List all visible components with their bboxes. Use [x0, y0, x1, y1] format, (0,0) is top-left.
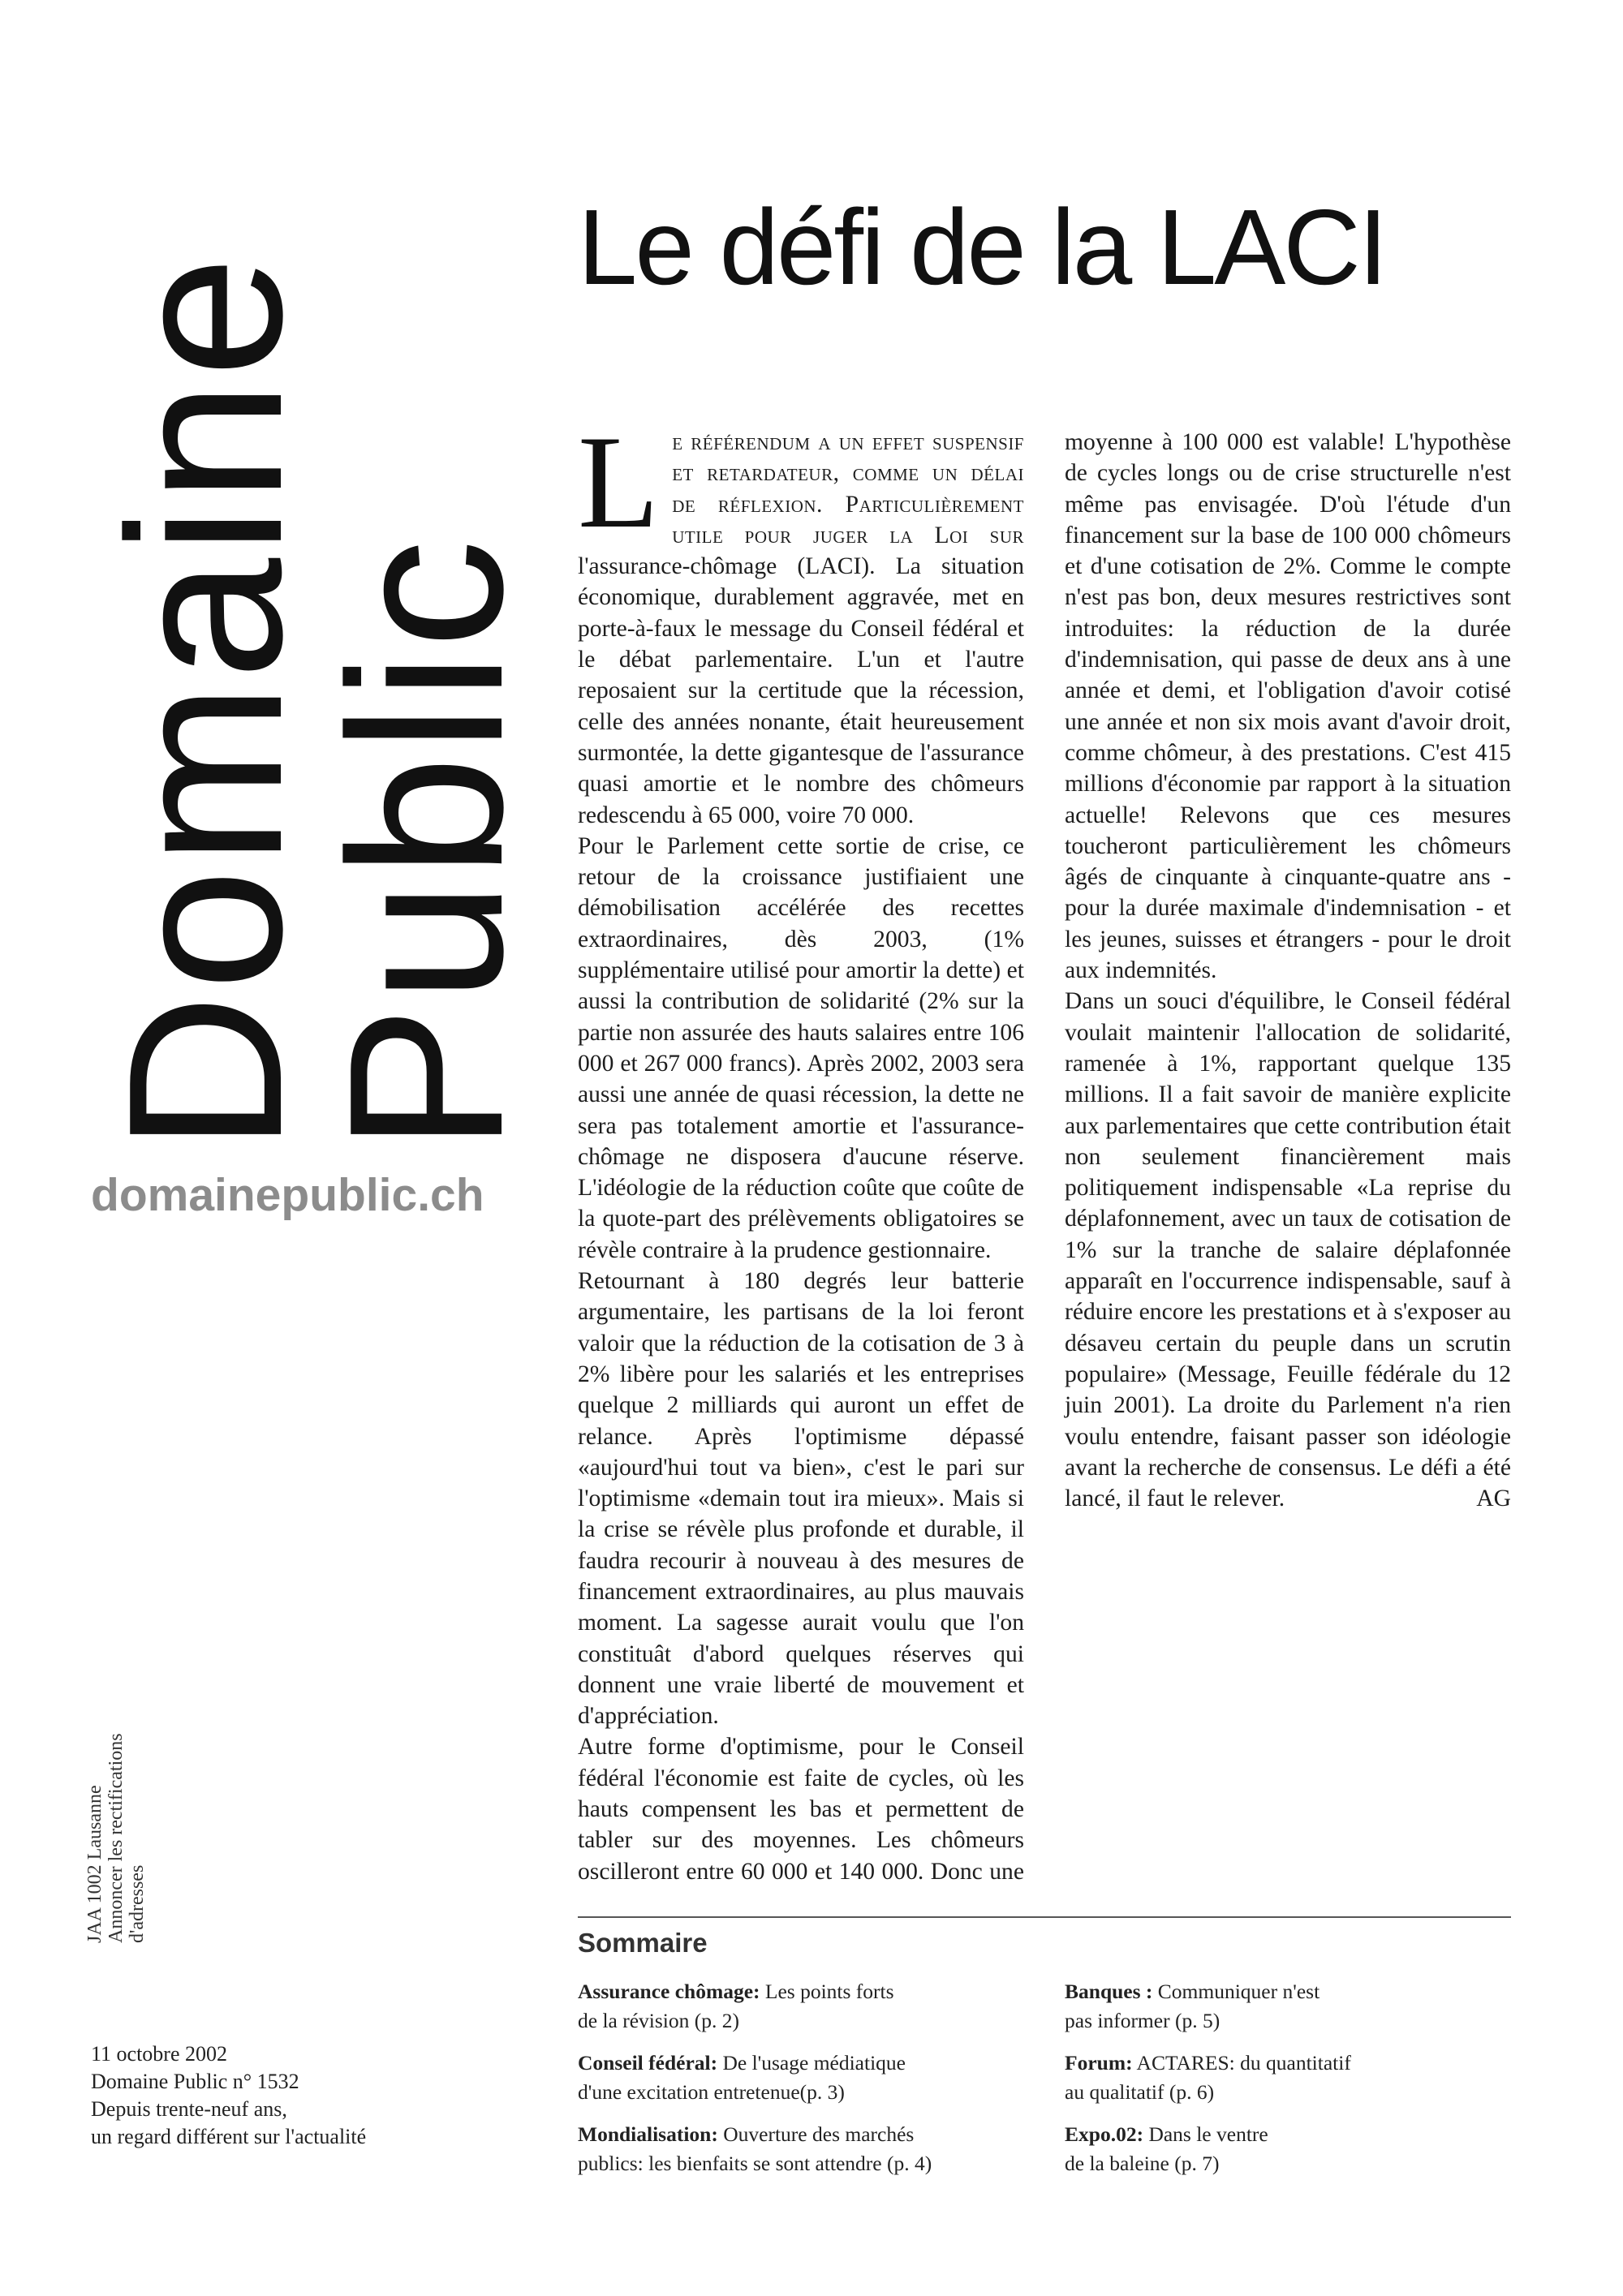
- sommaire-item-head: Conseil fédéral:: [578, 2051, 718, 2075]
- sommaire-item-head: Expo.02:: [1065, 2122, 1144, 2146]
- issue-number: Domaine Public n° 1532: [91, 2070, 299, 2093]
- sommaire-title: Sommaire: [578, 1928, 708, 1958]
- issue-tagline-2: un regard différent sur l'actualité: [91, 2125, 367, 2148]
- sommaire-item-head: Banques :: [1065, 1980, 1153, 2003]
- article-lead: e référendum a un effet suspensif et retardateur, comme un délai de réflexion. Particulièrement utile pour juger la Loi sur: [672, 429, 1024, 548]
- sommaire-item-text: Dans le ventre: [1143, 2122, 1268, 2146]
- masthead-line-public: Public: [304, 535, 549, 1152]
- mailing-line-2: Annoncer les rectifications: [105, 1733, 127, 1943]
- article-paragraph-5: [1065, 986, 1511, 1514]
- sommaire-item-text: au qualitatif (p. 6): [1065, 2080, 1215, 2104]
- article-body: [578, 409, 1511, 1905]
- sommaire-item-text: pas informer (p. 5): [1065, 2009, 1220, 2032]
- masthead-title: [84, 130, 549, 1152]
- sommaire-item-conseil[interactable]: [578, 2049, 1065, 2107]
- sommaire-item-text: De l'usage médiatique: [717, 2051, 906, 2075]
- sommaire-item-text: Communiquer n'est: [1152, 1980, 1320, 2003]
- article-paragraph-4: Autre forme d'optimisme, pour le Conseil fédéral l'économie est faite de cycles, où les hauts compensent les bas et permettent de tabler sur des moyennes. Les chômeurs oscilleront entre 60 000 et 140 000. Donc une moyenne à 100 000 est valable! L'hypothèse de cycles longs ou de crise structurelle n'est même pas envisagée. D'où l'étude d'un financement sur la base de 100 000 chômeurs et d'une cotisation de 2%. Comme le compte n'est pas bon, deux mesures restrictives sont introduites: la réduction de la durée d'indemnisation, qui passe de deux ans à une année et demi, et l'obligation d'avoir cotisé une année et non six mois avant d'avoir droit, comme chômeur, à des prestations. C'est 415 millions d'économie par rapport à la situation actuelle! Relevons que ces mesures toucheront particulièrement les chômeurs âgés de cinquante à cinquante-quatre ans - pour la durée maximale d'indemnisation - et les jeunes, suisses et étrangers - pour le droit aux indemnités.: [578, 429, 1511, 1885]
- sommaire-item-text: d'une excitation entretenue(p. 3): [578, 2080, 845, 2104]
- article-title: Le défi de la LACI: [578, 187, 1386, 307]
- mailing-line-1: JAA 1002 Lausanne: [84, 1785, 105, 1943]
- article-paragraph-3: Retournant à 180 degrés leur batterie argumentaire, les partisans de la loi feront valoir que la réduction de la cotisation de 3 à 2% libère pour les salariés et les entreprises quelque 2 milliards qui auront un effet de relance. Après l'optimisme dépassé «aujourd'hui tout va bien», c'est le pari sur l'optimisme «demain tout ira mieux». Mais si la crise se révèle plus profonde et durable, il faudra recourir à nouveau à des mesures de financement extraordinaires, au plus mauvais moment. La sagesse aurait voulu que l'on constituât d'abord quelques réserves qui donnent une vraie liberté de mouvement et d'appréciation.: [578, 1268, 1024, 1730]
- issue-date: 11 octobre 2002: [91, 2042, 227, 2066]
- author-signature: AG: [1476, 1486, 1511, 1512]
- website-link[interactable]: domainepublic.ch: [91, 1169, 484, 1221]
- article-paragraph-1: l'assurance-chômage (LACI). La situation économique, durablement aggravée, met en porte-à-faux le message du Conseil fédéral et le débat parlementaire. L'un et l'autre reposaient sur la certitude que la récession, celle des années nonante, était heureusement surmontée, la dette gigantesque de l'assurance quasi amortie et le nombre des chômeurs redescendu à 65 000, voire 70 000.: [578, 553, 1024, 828]
- sommaire-item-forum[interactable]: [1065, 2049, 1511, 2107]
- masthead-line-domaine: Domaine: [84, 252, 328, 1152]
- issue-tagline-1: Depuis trente-neuf ans,: [91, 2097, 287, 2121]
- sommaire-item-mondialisation[interactable]: [578, 2120, 1065, 2178]
- sommaire-item-text: ACTARES: du quantitatif: [1132, 2051, 1351, 2075]
- sommaire-item-banques[interactable]: [1065, 1977, 1511, 2036]
- sommaire-item-text: Les points forts: [760, 1980, 894, 2003]
- mailing-line-3: d'adresses: [127, 1864, 148, 1943]
- article-paragraph-2: Pour le Parlement cette sortie de crise, ce retour de la croissance justifiaient une démobilisation accélérée des recettes extraordinaires, dès 2003, (1% supplémentaire utilisé pour amortir la dette) et aussi la contribution de solidarité (2% sur la partie non assurée des hauts salaires entre 106 000 et 267 000 francs). Après 2002, 2003 sera aussi une année de quasi récession, la dette ne sera pas totalement amortie et l'assurance-chômage ne disposera d'aucune réserve. L'idéologie de la réduction coûte que coûte de la quote-part des prélèvements obligatoires se révèle contraire à la prudence gestionnaire.: [578, 832, 1024, 1263]
- mailing-info: [84, 1659, 148, 1943]
- article-paragraph-5-text: Dans un souci d'équilibre, le Conseil fédéral voulait maintenir l'allocation de solidarité, ramenée à 1%, rapportant quelque 135 millions. Il a fait savoir de manière explicite aux parlementaires que cette contribution était non seulement financièrement mais politiquement indispensable «La reprise du déplafonnement, avec un taux de cotisation de 1% sur la tranche de salaire déplafonnée apparaît en l'occurrence indispensable, sauf à réduire encore les prestations et à s'exposer au désaveu certain du peuple dans un scrutin populaire» (Message, Feuille fédérale du 12 juin 2001). La droite du Parlement n'a rien voulu entendre, faisant passer son idéologie avant la recherche de consensus. Le défi a été lancé, il faut le relever.: [1065, 988, 1511, 1512]
- sommaire-item-head: Forum:: [1065, 2051, 1133, 2075]
- issue-info: [91, 2040, 497, 2151]
- sommaire-item-head: Assurance chômage:: [578, 1980, 760, 2003]
- article-paragraph: [578, 409, 1024, 831]
- sommaire-item-expo[interactable]: [1065, 2120, 1511, 2178]
- sommaire-list: [578, 1977, 1511, 2178]
- drop-cap: L: [578, 409, 660, 556]
- sommaire-item-assurance[interactable]: [578, 1977, 1065, 2036]
- sommaire-item-head: Mondialisation:: [578, 2122, 718, 2146]
- sommaire-item-text: publics: les bienfaits se sont attendre (p. 4): [578, 2152, 932, 2175]
- sommaire-item-text: de la baleine (p. 7): [1065, 2152, 1220, 2175]
- divider: [578, 1916, 1511, 1918]
- sommaire-item-text: de la révision (p. 2): [578, 2009, 739, 2032]
- sommaire-item-text: Ouverture des marchés: [717, 2122, 915, 2146]
